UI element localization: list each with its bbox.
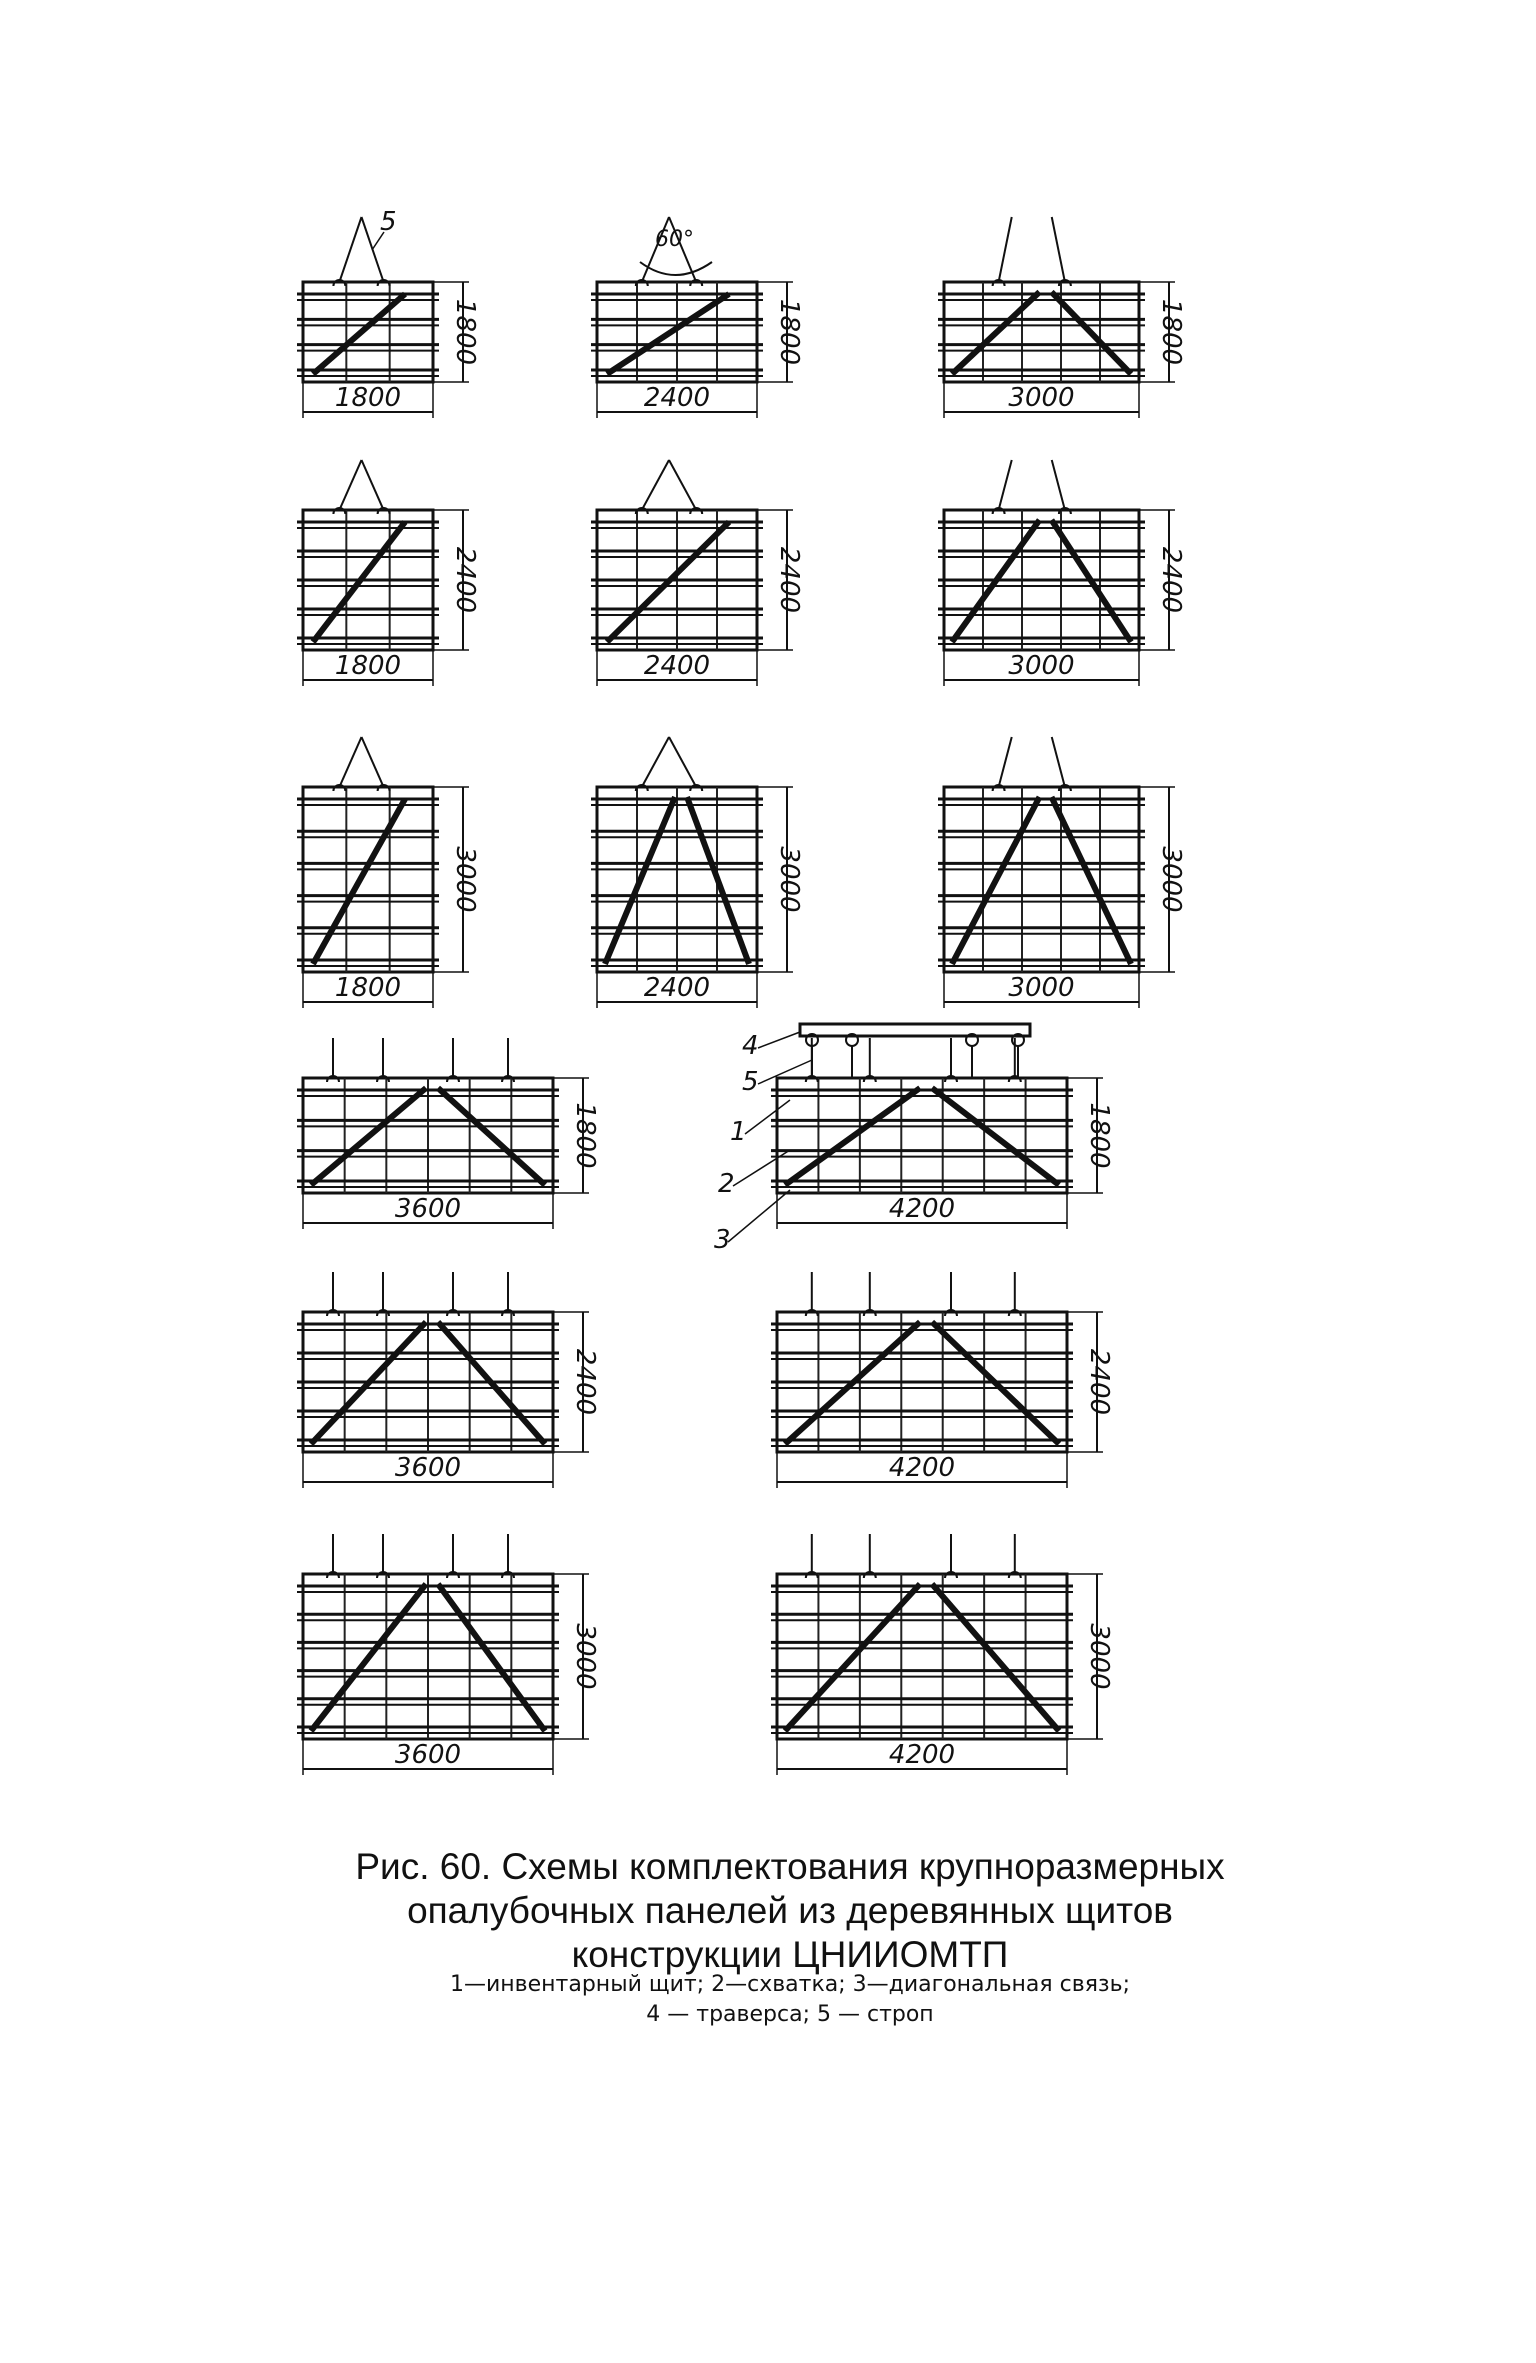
panel-scheme-2400x3000 bbox=[591, 737, 804, 1008]
height-label: 3000 bbox=[1156, 846, 1186, 913]
width-label: 1800 bbox=[334, 383, 402, 413]
sling-line bbox=[642, 737, 669, 787]
sling-line bbox=[339, 217, 361, 282]
callout-leader bbox=[758, 1060, 812, 1084]
width-label: 2400 bbox=[643, 973, 711, 1003]
height-label: 2400 bbox=[774, 546, 804, 614]
diagonal-brace bbox=[1052, 797, 1132, 964]
sling-line bbox=[1052, 460, 1065, 510]
figure-caption-title: Рис. 60. Схемы комплектования крупноразмерных опалубочных панелей из деревянных щитов конструкции ЦНИИОМТП bbox=[355, 1846, 1225, 1975]
diagonal-brace bbox=[313, 799, 405, 964]
diagonal-brace bbox=[932, 1584, 1059, 1731]
sling-line bbox=[362, 737, 384, 787]
sling-line bbox=[999, 217, 1012, 282]
panel-scheme-3000x2400 bbox=[938, 460, 1186, 686]
sling-line bbox=[669, 737, 696, 787]
diagonal-brace bbox=[311, 1088, 426, 1185]
diagonal-brace bbox=[438, 1088, 545, 1185]
width-label: 3000 bbox=[1008, 973, 1075, 1003]
traverse-beam bbox=[800, 1024, 1030, 1078]
panel-scheme-1800x2400 bbox=[297, 460, 480, 686]
height-label: 2400 bbox=[1084, 1348, 1114, 1416]
panel-scheme-1800x1800 bbox=[297, 217, 480, 418]
diagonal-brace bbox=[952, 797, 1040, 964]
panel-scheme-4200x3000 bbox=[771, 1534, 1114, 1775]
width-label: 3600 bbox=[394, 1453, 462, 1483]
width-label: 3000 bbox=[1008, 383, 1075, 413]
panel-frame bbox=[944, 282, 1139, 382]
diagonal-brace bbox=[952, 292, 1040, 374]
callout-clamp-2: 2 bbox=[718, 1169, 735, 1199]
width-label: 2400 bbox=[643, 383, 711, 413]
callout-panel-1: 1 bbox=[730, 1117, 747, 1147]
height-label: 2400 bbox=[1156, 546, 1186, 614]
width-label: 4200 bbox=[888, 1740, 956, 1770]
diagonal-brace bbox=[605, 797, 675, 964]
diagonal-brace bbox=[607, 522, 729, 642]
panels-layer bbox=[297, 217, 1186, 1775]
callout-leader bbox=[745, 1100, 790, 1134]
diagonal-brace bbox=[313, 294, 405, 374]
panel-scheme-3600x3000 bbox=[297, 1534, 600, 1775]
sling-line bbox=[362, 460, 384, 510]
height-label: 3000 bbox=[570, 1623, 600, 1690]
legend-line-1: 1—инвентарный щит; 2—схватка; 3—диагональная связь; bbox=[449, 1972, 1131, 1997]
panel-scheme-3600x2400 bbox=[297, 1272, 600, 1488]
panel-scheme-3000x3000 bbox=[938, 737, 1186, 1008]
panel-frame bbox=[777, 1574, 1067, 1739]
panel-scheme-2400x2400 bbox=[591, 460, 804, 686]
sling-line bbox=[669, 460, 696, 510]
sling-line bbox=[999, 460, 1012, 510]
height-label: 3000 bbox=[774, 846, 804, 913]
width-label: 3600 bbox=[394, 1194, 462, 1224]
diagonal-brace bbox=[311, 1584, 426, 1731]
figure-caption-legend bbox=[320, 1970, 1260, 2030]
callout-sling-5: 5 bbox=[742, 1067, 759, 1097]
panel-frame bbox=[944, 787, 1139, 972]
width-label: 1800 bbox=[334, 973, 402, 1003]
width-label: 1800 bbox=[334, 651, 402, 681]
height-label: 2400 bbox=[450, 546, 480, 614]
legend-line-2: 4 — траверса; 5 — строп bbox=[646, 2002, 934, 2027]
width-label: 3000 bbox=[1008, 651, 1075, 681]
diagonal-brace bbox=[1052, 292, 1132, 374]
panel-scheme-2400x1800 bbox=[591, 217, 804, 418]
callout-traverse-4: 4 bbox=[742, 1031, 759, 1061]
diagonal-brace bbox=[313, 522, 405, 642]
height-label: 2400 bbox=[570, 1348, 600, 1416]
height-label: 1800 bbox=[774, 298, 804, 366]
diagonal-brace bbox=[785, 1584, 920, 1731]
height-label: 3000 bbox=[450, 846, 480, 913]
sling-line bbox=[999, 737, 1012, 787]
width-label: 4200 bbox=[888, 1194, 956, 1224]
callout-brace-3: 3 bbox=[714, 1225, 731, 1255]
panel-scheme-4200x1800 bbox=[771, 1038, 1114, 1229]
traverse-bar bbox=[800, 1024, 1030, 1036]
panel-scheme-3000x1800 bbox=[938, 217, 1186, 418]
height-label: 1800 bbox=[450, 298, 480, 366]
callout-sling-5-top: 5 bbox=[380, 207, 397, 237]
width-label: 3600 bbox=[394, 1740, 462, 1770]
callout-leader bbox=[758, 1032, 800, 1048]
sling-line bbox=[642, 460, 669, 510]
sling-line bbox=[339, 737, 361, 787]
angle-arc bbox=[640, 262, 712, 275]
height-label: 3000 bbox=[1084, 1623, 1114, 1690]
sling-line bbox=[339, 460, 361, 510]
panel-scheme-1800x3000 bbox=[297, 737, 480, 1008]
width-label: 2400 bbox=[643, 651, 711, 681]
sling-line bbox=[1052, 217, 1065, 282]
diagonal-brace bbox=[932, 1088, 1059, 1185]
sling-line bbox=[1052, 737, 1065, 787]
callout-leader bbox=[728, 1190, 790, 1242]
height-label: 1800 bbox=[1084, 1102, 1114, 1169]
width-label: 4200 bbox=[888, 1453, 956, 1483]
diagonal-brace bbox=[607, 294, 729, 374]
callout-angle-60: 60° bbox=[655, 227, 694, 252]
panel-scheme-3600x1800 bbox=[297, 1038, 600, 1229]
panel-scheme-4200x2400 bbox=[771, 1272, 1114, 1488]
callouts-layer bbox=[380, 207, 759, 1255]
height-label: 1800 bbox=[1156, 298, 1186, 366]
diagonal-brace bbox=[785, 1088, 920, 1185]
height-label: 1800 bbox=[570, 1102, 600, 1169]
diagonal-brace bbox=[438, 1584, 545, 1731]
